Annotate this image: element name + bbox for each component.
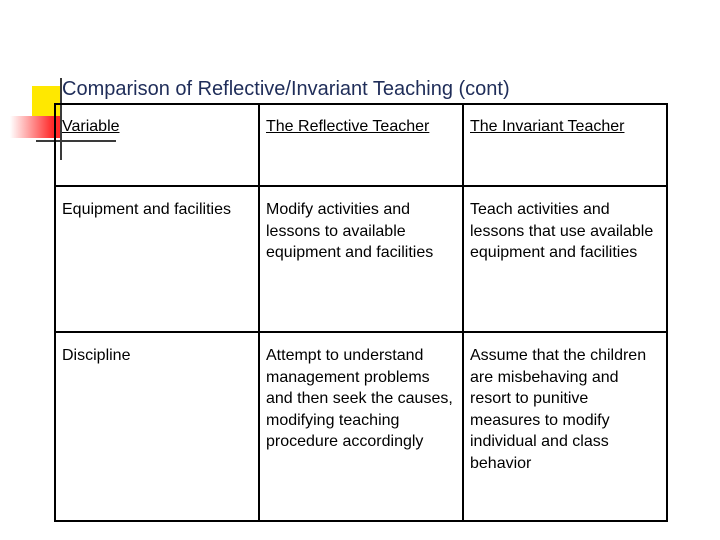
table-row bbox=[55, 186, 667, 332]
table-row bbox=[55, 332, 667, 521]
cell-variable: Discipline bbox=[55, 332, 259, 521]
cell-reflective: Attempt to understand management problems and then seek the causes, modifying teaching procedure accordingly bbox=[259, 332, 463, 521]
comparison-table bbox=[54, 103, 668, 522]
table-header-row bbox=[55, 104, 667, 186]
cell-variable: Equipment and facilities bbox=[55, 186, 259, 332]
header-reflective-teacher: The Reflective Teacher bbox=[259, 104, 463, 186]
slide-title: Comparison of Reflective/Invariant Teaching (cont) bbox=[62, 78, 510, 100]
cell-reflective: Modify activities and lessons to available equipment and facilities bbox=[259, 186, 463, 332]
header-variable: Variable bbox=[55, 104, 259, 186]
cell-invariant: Teach activities and lessons that use available equipment and facilities bbox=[463, 186, 667, 332]
decorative-red-bar bbox=[10, 116, 60, 138]
header-invariant-teacher: The Invariant Teacher bbox=[463, 104, 667, 186]
cell-invariant: Assume that the children are misbehaving and resort to punitive measures to modify individual and class behavior bbox=[463, 332, 667, 521]
